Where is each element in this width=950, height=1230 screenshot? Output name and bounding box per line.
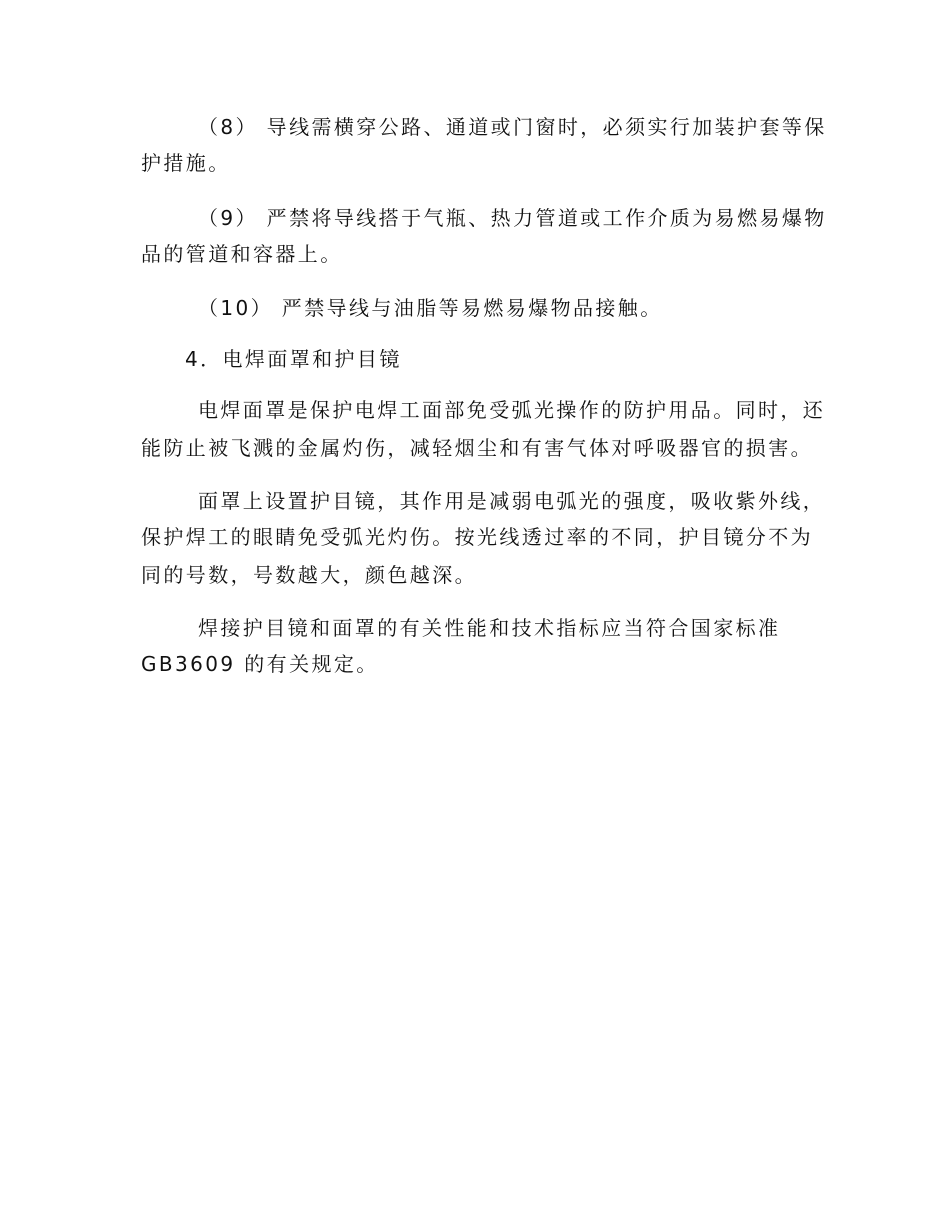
paragraph-10-line-1: （10） 严禁导线与油脂等易燃易爆物品接触。 <box>198 296 663 320</box>
goggles-paragraph-line-2: 保护焊工的眼睛免受弧光灼伤。按光线透过率的不同，护目镜分不为 <box>141 525 813 549</box>
mask-paragraph-line-1: 电焊面罩是保护电焊工面部免受弧光操作的防护用品。同时，还 <box>198 398 826 422</box>
paragraph-9-line-2: 品的管道和容器上。 <box>141 242 343 266</box>
standard-paragraph-line-1: 焊接护目镜和面罩的有关性能和技术指标应当符合国家标准 <box>198 616 781 640</box>
mask-paragraph-line-2: 能防止被飞溅的金属灼伤，减轻烟尘和有害气体对呼吸器官的损害。 <box>141 436 813 460</box>
goggles-paragraph-line-1: 面罩上设置护目镜，其作用是减弱电弧光的强度，吸收紫外线， <box>198 489 826 513</box>
paragraph-9-line-1: （9） 严禁将导线搭于气瓶、热力管道或工作介质为易燃易爆物 <box>198 206 827 230</box>
standard-paragraph-line-2: GB3609 的有关规定。 <box>141 652 379 676</box>
paragraph-8-line-1: （8） 导线需横穿公路、通道或门窗时，必须实行加装护套等保 <box>198 115 827 139</box>
paragraph-8-line-2: 护措施。 <box>141 151 231 175</box>
section-heading-4: 4．电焊面罩和护目镜 <box>185 347 402 371</box>
goggles-paragraph-line-3: 同的号数，号数越大，颜色越深。 <box>141 563 477 587</box>
